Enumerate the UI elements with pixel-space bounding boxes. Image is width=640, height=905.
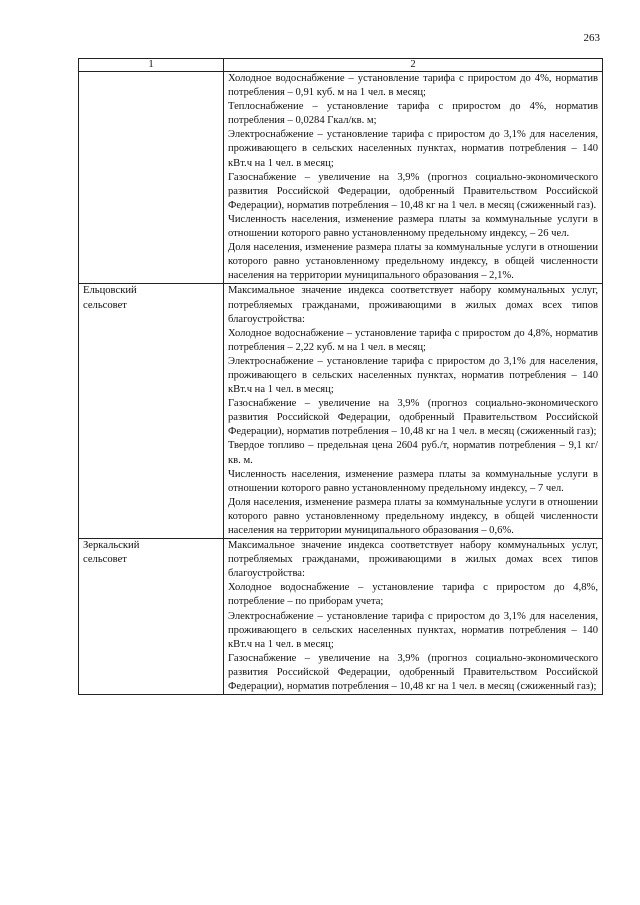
paragraph: Электроснабжение – установление тарифа с приростом до 3,1% для населения, проживающего в сельских населенных пунктах, норматив потребления – 140 кВт.ч на 1 чел. в месяц; [228,610,598,650]
paragraph: Газоснабжение – увеличение на 3,9% (прогноз социально-экономического развития Российской Федерации, одобренный Правительством Российской Федерации), норматив потребления – 10,48 кг на 1 чел. в месяц (сжиженный газ); [228,398,598,438]
paragraph: Холодное водоснабжение – установление тарифа с приростом до 4,8%, норматив потребления – 2,22 куб. м на 1 чел. в месяц; [228,327,598,353]
column-header-2: 2 [224,59,603,72]
paragraph: Электроснабжение – установление тарифа с приростом до 3,1% для населения, проживающего в сельских населенных пунктах, норматив потребления – 140 кВт.ч на 1 чел. в месяц; [228,355,598,396]
description-cell [224,284,603,539]
description-cell [224,539,603,695]
page-number: 263 [583,32,600,44]
municipality-cell [79,284,224,539]
municipality-name-line-1: Ельцовский [83,285,137,297]
table-row [79,72,603,284]
paragraph: Численность населения, изменение размера платы за коммунальные услуги в отношении которого равно установленному предельному индексу, – 26 чел. [228,213,598,240]
table-row [79,284,603,539]
paragraph: Газоснабжение – увеличение на 3,9% (прогноз социально-экономического развития Российской Федерации, одобренный Правительством Российской Федерации), норматив потребления – 10,48 кг на 1 чел. в месяц (сжиженный газ). [228,171,598,211]
table-row [79,539,603,695]
municipality-name-line-2: сельсовет [83,554,127,566]
table-header-row [79,59,603,72]
paragraph: Газоснабжение – увеличение на 3,9% (прогноз социально-экономического развития Российской Федерации, одобренный Правительством Российской Федерации), норматив потребления – 10,48 кг на 1 чел. в месяц (сжиженный газ); [228,652,598,693]
municipality-name-line-1: Зеркальский [83,540,140,552]
municipality-cell [79,72,224,284]
paragraph: Холодное водоснабжение – установление тарифа с приростом до 4,8%, потребление – по приборам учета; [228,582,598,608]
paragraph: Доля населения, изменение размера платы за коммунальные услуги в отношении которого равно установленному предельному индексу, в общей численности населения на территории муниципального образования – 0,6%. [228,496,598,536]
paragraph: Максимальное значение индекса соответствует набору коммунальных услуг, потребляемых гражданами, проживающими в жилых домах всех типов благоустройства: [228,285,598,325]
column-header-1: 1 [79,59,224,72]
description-cell [224,72,603,284]
paragraph: Теплоснабжение – установление тарифа с приростом до 4%, норматив потребления – 0,0284 Гкал/кв. м; [228,101,598,127]
paragraph: Твердое топливо – предельная цена 2604 руб./т, норматив потребления – 9,1 кг/кв. м. [228,440,598,466]
municipality-name-line-2: сельсовет [83,299,127,311]
paragraph: Электроснабжение – установление тарифа с приростом до 3,1% для населения, проживающего в сельских населенных пунктах, норматив потребления – 140 кВт.ч на 1 чел. в месяц; [228,129,598,169]
municipality-cell [79,539,224,695]
paragraph: Максимальное значение индекса соответствует набору коммунальных услуг, потребляемых гражданами, проживающими в жилых домах всех типов благоустройства: [228,540,598,580]
paragraph: Доля населения, изменение размера платы за коммунальные услуги в отношении которого равно установленному предельному индексу, в общей численности населения на территории муниципального образования – 2,1%. [228,242,598,282]
paragraph: Холодное водоснабжение – установление тарифа с приростом до 4%, норматив потребления – 0,91 куб. м на 1 чел. в месяц; [228,73,598,99]
tariff-table [78,58,603,695]
paragraph: Численность населения, изменение размера платы за коммунальные услуги в отношении которого равно установленному предельному индексу, – 7 чел. [228,468,598,494]
